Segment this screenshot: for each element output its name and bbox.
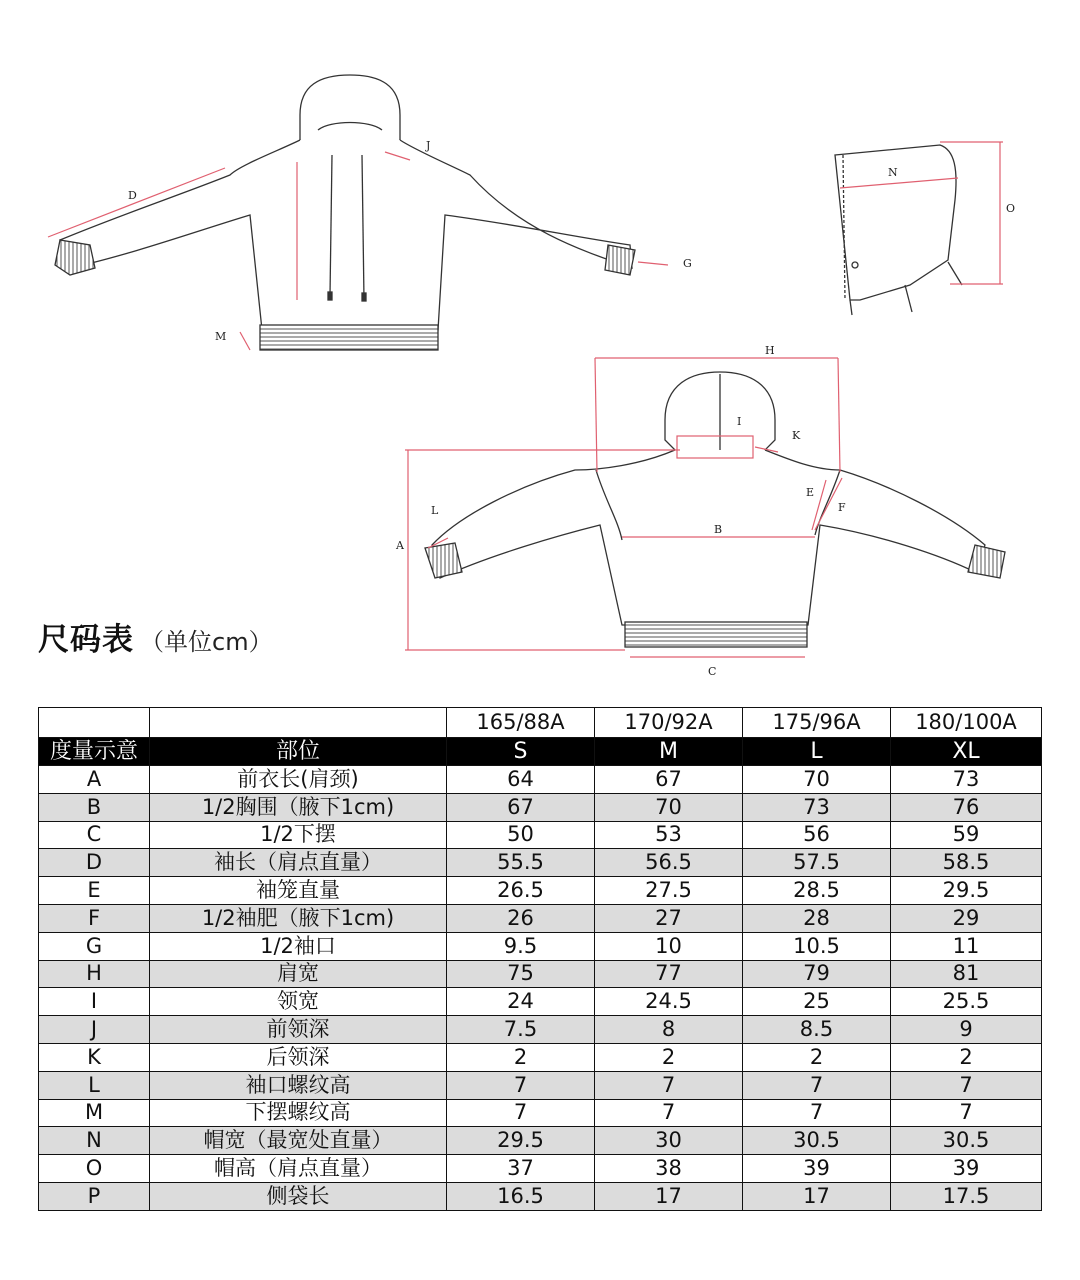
size-code: 175/96A bbox=[743, 708, 891, 738]
size-value: 17 bbox=[595, 1182, 743, 1210]
size-value: 17 bbox=[743, 1182, 891, 1210]
header-part: 部位 bbox=[150, 738, 447, 766]
table-row bbox=[39, 1099, 1042, 1127]
size-value: 75 bbox=[447, 960, 595, 988]
table-row bbox=[39, 1071, 1042, 1099]
header-size: M bbox=[595, 738, 743, 766]
size-value: 29.5 bbox=[447, 1127, 595, 1155]
table-row bbox=[39, 849, 1042, 877]
size-value: 2 bbox=[595, 1043, 743, 1071]
part-name: 1/2下摆 bbox=[150, 821, 447, 849]
size-value: 7 bbox=[743, 1071, 891, 1099]
size-value: 7 bbox=[743, 1099, 891, 1127]
label-K: K bbox=[792, 429, 801, 442]
size-value: 7 bbox=[595, 1099, 743, 1127]
size-code: 170/92A bbox=[595, 708, 743, 738]
size-value: 7 bbox=[447, 1099, 595, 1127]
label-M: M bbox=[215, 330, 227, 343]
measure-code: D bbox=[39, 849, 150, 877]
size-value: 8.5 bbox=[743, 1016, 891, 1044]
label-C: C bbox=[708, 665, 717, 678]
empty-cell bbox=[39, 708, 150, 738]
size-value: 70 bbox=[595, 793, 743, 821]
table-row bbox=[39, 821, 1042, 849]
measure-code: J bbox=[39, 1016, 150, 1044]
size-value: 25.5 bbox=[891, 988, 1042, 1016]
part-name: 1/2胸围（腋下1cm) bbox=[150, 793, 447, 821]
part-name: 侧袋长 bbox=[150, 1182, 447, 1210]
size-value: 79 bbox=[743, 960, 891, 988]
size-value: 55.5 bbox=[447, 849, 595, 877]
size-value: 26 bbox=[447, 904, 595, 932]
size-value: 28 bbox=[743, 904, 891, 932]
size-value: 56.5 bbox=[595, 849, 743, 877]
size-chart-title bbox=[38, 614, 273, 660]
size-value: 67 bbox=[595, 766, 743, 794]
size-value: 7.5 bbox=[447, 1016, 595, 1044]
size-value: 81 bbox=[891, 960, 1042, 988]
table-row bbox=[39, 766, 1042, 794]
measure-code: I bbox=[39, 988, 150, 1016]
label-E: E bbox=[806, 486, 815, 499]
label-I: I bbox=[737, 415, 742, 428]
size-value: 7 bbox=[891, 1071, 1042, 1099]
size-value: 9 bbox=[891, 1016, 1042, 1044]
size-value: 2 bbox=[447, 1043, 595, 1071]
part-name: 领宽 bbox=[150, 988, 447, 1016]
table-row bbox=[39, 1043, 1042, 1071]
size-value: 30 bbox=[595, 1127, 743, 1155]
size-value: 7 bbox=[891, 1099, 1042, 1127]
title-unit: （单位cm） bbox=[140, 628, 273, 656]
label-F: F bbox=[838, 501, 846, 514]
part-name: 袖笼直量 bbox=[150, 877, 447, 905]
size-value: 29 bbox=[891, 904, 1042, 932]
header-row bbox=[39, 738, 1042, 766]
table-row bbox=[39, 932, 1042, 960]
table-row bbox=[39, 1127, 1042, 1155]
table-row bbox=[39, 1155, 1042, 1183]
size-value: 53 bbox=[595, 821, 743, 849]
size-value: 76 bbox=[891, 793, 1042, 821]
size-code: 165/88A bbox=[447, 708, 595, 738]
size-value: 27.5 bbox=[595, 877, 743, 905]
size-value: 70 bbox=[743, 766, 891, 794]
part-name: 1/2袖口 bbox=[150, 932, 447, 960]
table-row bbox=[39, 904, 1042, 932]
empty-cell bbox=[150, 708, 447, 738]
label-O: O bbox=[1006, 202, 1016, 215]
part-name: 前领深 bbox=[150, 1016, 447, 1044]
size-value: 39 bbox=[743, 1155, 891, 1183]
part-name: 肩宽 bbox=[150, 960, 447, 988]
table-row bbox=[39, 988, 1042, 1016]
title-main: 尺码表 bbox=[38, 622, 134, 658]
table-row bbox=[39, 1182, 1042, 1210]
part-name: 袖口螺纹高 bbox=[150, 1071, 447, 1099]
size-value: 37 bbox=[447, 1155, 595, 1183]
size-value: 8 bbox=[595, 1016, 743, 1044]
size-value: 28.5 bbox=[743, 877, 891, 905]
size-value: 24 bbox=[447, 988, 595, 1016]
measure-code: H bbox=[39, 960, 150, 988]
size-value: 73 bbox=[743, 793, 891, 821]
size-value: 25 bbox=[743, 988, 891, 1016]
table-row bbox=[39, 877, 1042, 905]
size-value: 2 bbox=[891, 1043, 1042, 1071]
size-value: 38 bbox=[595, 1155, 743, 1183]
size-value: 10 bbox=[595, 932, 743, 960]
measure-code: B bbox=[39, 793, 150, 821]
size-value: 50 bbox=[447, 821, 595, 849]
label-G: G bbox=[683, 257, 692, 270]
measure-code: C bbox=[39, 821, 150, 849]
part-name: 下摆螺纹高 bbox=[150, 1099, 447, 1127]
size-value: 57.5 bbox=[743, 849, 891, 877]
size-value: 59 bbox=[891, 821, 1042, 849]
size-value: 67 bbox=[447, 793, 595, 821]
label-A: A bbox=[396, 539, 404, 552]
size-value: 11 bbox=[891, 932, 1042, 960]
size-value: 10.5 bbox=[743, 932, 891, 960]
table-row bbox=[39, 793, 1042, 821]
label-N: N bbox=[888, 166, 898, 179]
header-measure: 度量示意 bbox=[39, 738, 150, 766]
size-value: 24.5 bbox=[595, 988, 743, 1016]
header-size: L bbox=[743, 738, 891, 766]
part-name: 1/2袖肥（腋下1cm) bbox=[150, 904, 447, 932]
size-value: 16.5 bbox=[447, 1182, 595, 1210]
size-value: 7 bbox=[447, 1071, 595, 1099]
front-hoodie-drawing bbox=[55, 75, 635, 350]
size-value: 30.5 bbox=[891, 1127, 1042, 1155]
size-value: 17.5 bbox=[891, 1182, 1042, 1210]
header-size: XL bbox=[891, 738, 1042, 766]
size-value: 2 bbox=[743, 1043, 891, 1071]
header-size: S bbox=[447, 738, 595, 766]
hood-side-drawing bbox=[835, 145, 962, 315]
label-B: B bbox=[714, 523, 723, 536]
part-name: 前衣长(肩颈) bbox=[150, 766, 447, 794]
size-value: 73 bbox=[891, 766, 1042, 794]
size-code-row bbox=[39, 708, 1042, 738]
measure-code: G bbox=[39, 932, 150, 960]
size-value: 29.5 bbox=[891, 877, 1042, 905]
measure-code: M bbox=[39, 1099, 150, 1127]
measure-code: F bbox=[39, 904, 150, 932]
size-value: 77 bbox=[595, 960, 743, 988]
back-hoodie-drawing bbox=[425, 372, 1005, 647]
part-name: 后领深 bbox=[150, 1043, 447, 1071]
label-D: D bbox=[128, 189, 137, 202]
size-value: 9.5 bbox=[447, 932, 595, 960]
table-row bbox=[39, 1016, 1042, 1044]
measure-code: E bbox=[39, 877, 150, 905]
label-H: H bbox=[765, 344, 775, 357]
size-table bbox=[38, 707, 1042, 1211]
measure-code: O bbox=[39, 1155, 150, 1183]
table-row bbox=[39, 960, 1042, 988]
part-name: 帽高（肩点直量） bbox=[150, 1155, 447, 1183]
measure-code: A bbox=[39, 766, 150, 794]
measure-code: K bbox=[39, 1043, 150, 1071]
size-value: 58.5 bbox=[891, 849, 1042, 877]
size-value: 39 bbox=[891, 1155, 1042, 1183]
size-value: 64 bbox=[447, 766, 595, 794]
measure-code: P bbox=[39, 1182, 150, 1210]
size-value: 26.5 bbox=[447, 877, 595, 905]
label-L: L bbox=[431, 504, 439, 517]
size-code: 180/100A bbox=[891, 708, 1042, 738]
size-value: 7 bbox=[595, 1071, 743, 1099]
size-value: 56 bbox=[743, 821, 891, 849]
part-name: 袖长（肩点直量） bbox=[150, 849, 447, 877]
size-value: 27 bbox=[595, 904, 743, 932]
measure-code: N bbox=[39, 1127, 150, 1155]
size-value: 30.5 bbox=[743, 1127, 891, 1155]
label-J: J bbox=[426, 139, 431, 152]
part-name: 帽宽（最宽处直量） bbox=[150, 1127, 447, 1155]
measure-code: L bbox=[39, 1071, 150, 1099]
